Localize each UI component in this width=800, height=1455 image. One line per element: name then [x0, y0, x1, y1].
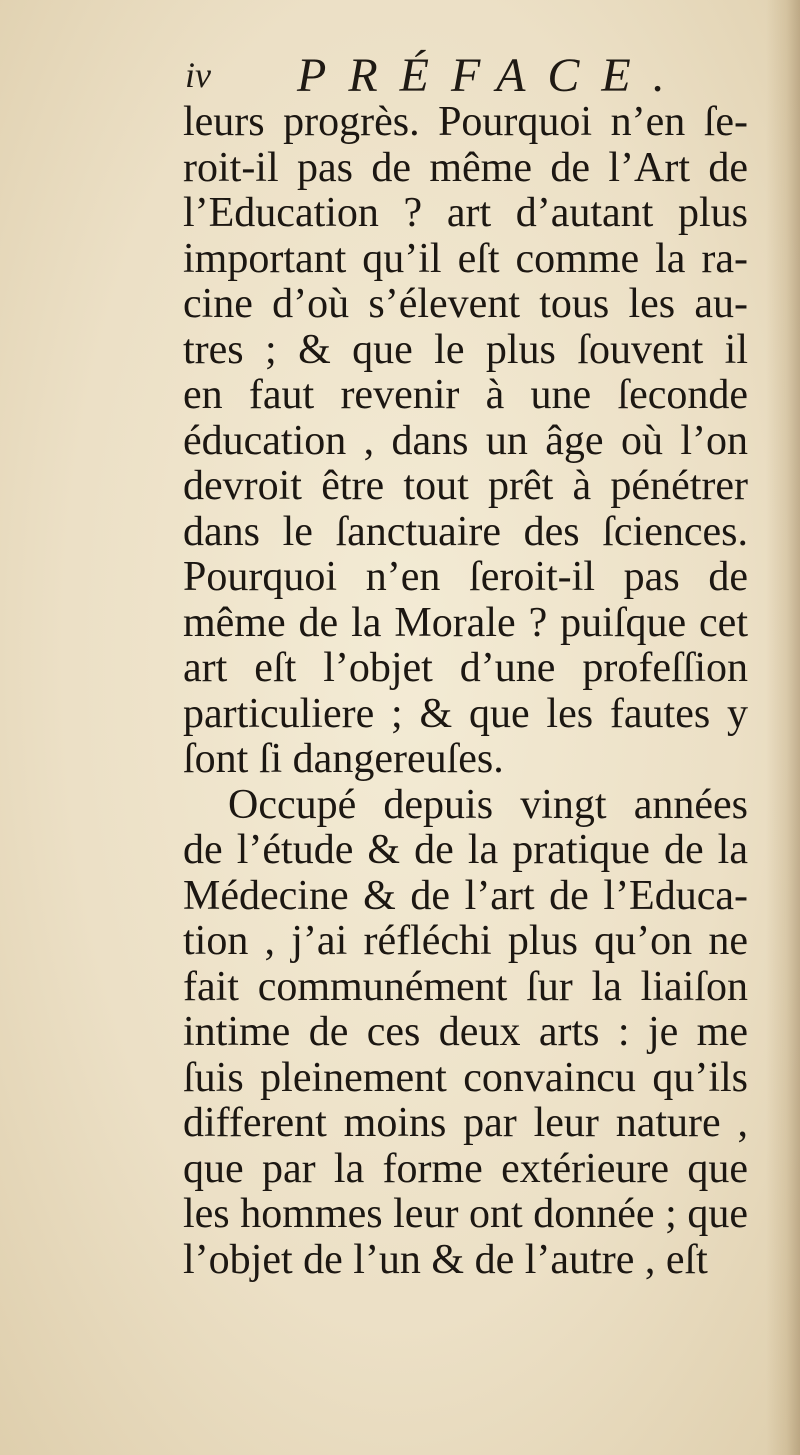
- text-line: Médecine & de l’art de l’Educa-: [183, 872, 748, 919]
- body-text: [183, 100, 763, 1283]
- text-line: different moins par leur nature ,: [183, 1100, 748, 1146]
- text-line: roit-il pas de même de l’Art de: [183, 144, 748, 191]
- text-line: art eſt l’objet d’une profeſſion: [183, 645, 748, 691]
- running-title: PRÉFACE.: [297, 49, 687, 102]
- text-line: cine d’où s’élevent tous les au-: [183, 281, 748, 327]
- text-line: intime de ces deux arts : je me: [183, 1009, 748, 1055]
- text-line: en faut revenir à une ſeconde: [183, 372, 748, 418]
- text-line: éducation , dans un âge où l’on: [183, 417, 748, 464]
- text-line: Occupé depuis vingt années: [228, 781, 748, 828]
- text-line: même de la Morale ? puiſque cet: [183, 599, 748, 646]
- text-line: de l’étude & de la pratique de la: [183, 827, 748, 873]
- text-line: l’objet de l’un & de l’autre , eſt: [183, 1236, 708, 1283]
- text-line: les hommes leur ont donnée ; que: [183, 1191, 748, 1237]
- text-line: devroit être tout prêt à pénétrer: [183, 463, 748, 509]
- text-line: Pourquoi n’en ſeroit-il pas de: [183, 554, 748, 600]
- text-line: particuliere ; & que les fautes y: [183, 690, 748, 737]
- text-line: leurs progrès. Pourquoi n’en ſe-: [183, 99, 748, 145]
- text-line: important qu’il eſt comme la ra-: [183, 235, 748, 282]
- text-line: ſont ſi dangereuſes.: [183, 736, 504, 782]
- page-number: iv: [185, 55, 211, 95]
- text-line: que par la forme extérieure que: [183, 1145, 748, 1192]
- text-line: ſuis pleinement convaincu qu’ils: [183, 1054, 748, 1101]
- text-line: l’Education ? art d’autant plus: [183, 190, 748, 236]
- text-line: dans le ſanctuaire des ſciences.: [183, 508, 748, 555]
- text-line: tion , j’ai réfléchi plus qu’on ne: [183, 918, 748, 964]
- text-line: tres ; & que le plus ſouvent il: [183, 326, 748, 373]
- page-edge-shadow: [766, 0, 800, 1455]
- text-line: fait communément ſur la liaiſon: [183, 963, 748, 1010]
